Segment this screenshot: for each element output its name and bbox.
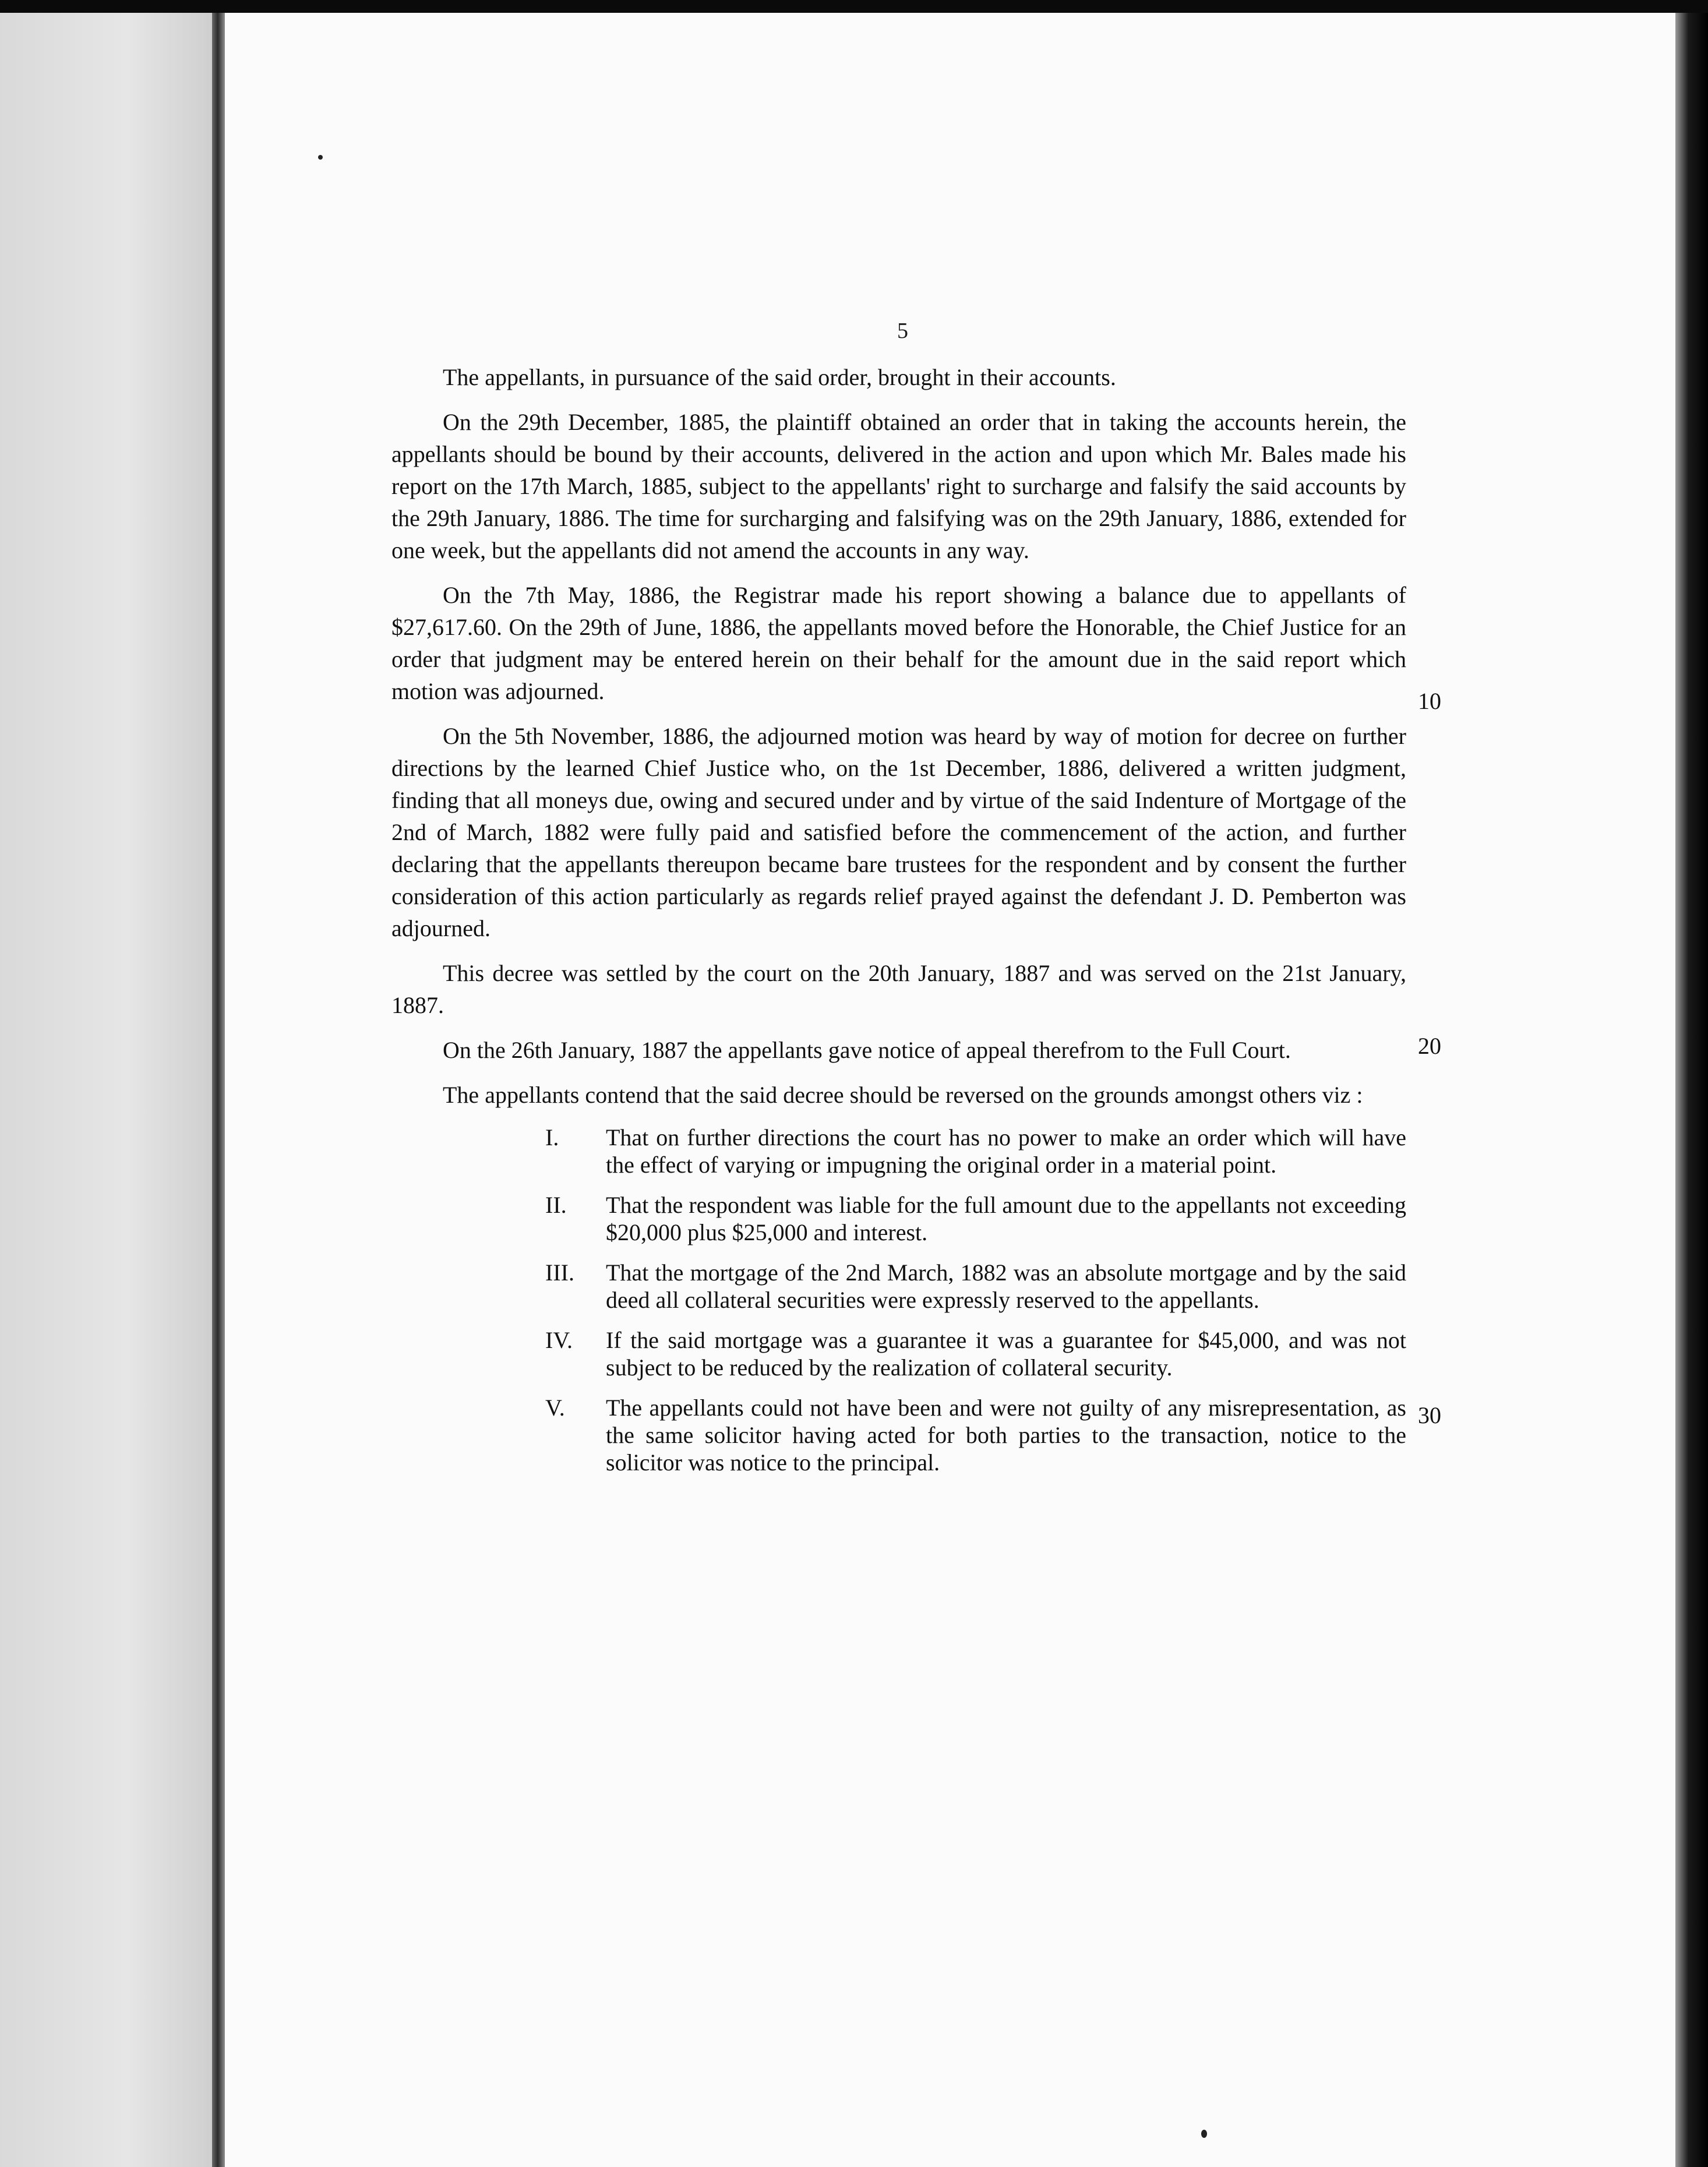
margin-line-number: 30 [1418,1402,1441,1428]
paragraph: The appellants contend that the said decree should be reversed on the grounds amongst others viz : [443,1082,1363,1108]
paragraph: This decree was settled by the court on the 20th January, 1887 and was served on the 21st January, 1887. [391,960,1406,1018]
margin-line-number: 20 [1418,1033,1441,1059]
page-gutter [212,13,225,2167]
scan-border-right [1675,13,1708,2167]
scan-border-top [0,0,1708,13]
paragraph: On the 29th December, 1885, the plaintiff obtained an order that in taking the accounts herein, the appellants should be bound by their accounts, delivered in the action and upon which Mr. Bales made his report on the 17th March, 1885, subject to the appellants' right to surcharge and falsify the said accounts by the 29th January, 1886. The time for surcharging and falsifying was on the 29th January, 1886, extended for one week, but the appellants did not amend the accounts in any way. [391,409,1406,563]
page-number: 5 [897,319,908,343]
paragraph: On the 7th May, 1886, the Registrar made his report showing a balance due to appellants of $27,617.60. On the 29th of June, 1886, the appellants moved before the Honorable, the Chief Justice for an order that judgment may be entered herein on their behalf for the amount due in the said report which motion was adjourned. [391,582,1406,704]
list-item [391,1326,1406,1381]
list-item [391,1191,1406,1246]
ground-numeral: II. [545,1192,567,1218]
facing-page-blank [0,13,212,2167]
paragraph: On the 26th January, 1887 the appellants gave notice of appeal therefrom to the Full Court. [443,1037,1291,1063]
ground-numeral: III. [545,1259,574,1286]
ground-text: That the mortgage of the 2nd March, 1882 was an absolute mortgage and by the said deed all collateral securities were expressly reserved to the appellants. [606,1259,1406,1313]
ground-text: That the respondent was liable for the full amount due to the appellants not exceeding $20,000 plus $25,000 and interest. [606,1192,1406,1245]
ground-text: That on further directions the court has no power to make an order which will have the effect of varying or impugning the original order in a material point. [606,1124,1406,1178]
ground-numeral: V. [545,1395,565,1421]
ground-text: If the said mortgage was a guarantee it was a guarantee for $45,000, and was not subject to be reduced by the realization of collateral security. [606,1327,1406,1381]
grounds-list [391,1124,1406,1476]
list-item [391,1259,1406,1314]
scan-speck [318,155,323,160]
ground-numeral: IV. [545,1327,573,1353]
list-item [391,1124,1406,1178]
scan-speck [1201,2130,1207,2138]
list-item [391,1394,1406,1476]
body-text [391,361,1406,1489]
paragraph: The appellants, in pursuance of the said order, brought in their accounts. [443,364,1116,390]
ground-numeral: I. [545,1124,559,1150]
margin-line-number: 10 [1418,688,1441,714]
paragraph: On the 5th November, 1886, the adjourned motion was heard by way of motion for decree on further directions by the learned Chief Justice who, on the 1st December, 1886, delivered a written judgment, finding that all moneys due, owing and secured under and by virtue of the said Indenture of Mortgage of the 2nd of March, 1882 were fully paid and satisfied before the commencement of the action, and further declaring that the appellants thereupon became bare trustees for the respondent and by consent the further consideration of this action particularly as regards relief prayed against the defendant J. D. Pemberton was adjourned. [391,723,1406,941]
ground-text: The appellants could not have been and were not guilty of any misrepresentation, as the same solicitor having acted for both parties to the transaction, notice to the solicitor was notice to the principal. [606,1395,1406,1476]
